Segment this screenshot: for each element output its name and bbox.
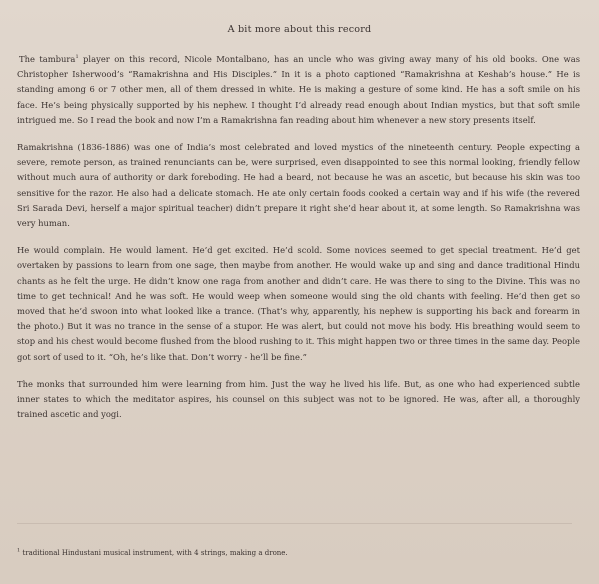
footnote-divider [17,523,572,524]
paragraph-2: Ramakrishna (1836-1886) was one of India’s most celebrated and loved mystics of the nineteenth century. People expecting a severe, remote person, as trained renunciants can be, were surprised, even disappointed to see this normal looking, friendly fellow without much aura of authority or dark foreboding. He had a beard, not because he was an ascetic, but because his skin was too sensitive for the razor. He also had a delicate stomach. He ate only certain foods cooked a certain way and if his wife (the revered Sri Sarada Devi, herself a major spiritual teacher) didn’t prepare it right she’d hear about it, at some length. So Ramakrishna was very human. [17,142,580,229]
footnote-text: traditional Hindustani musical instrument, with 4 strings, making a drone. [20,549,288,557]
paragraph-1-rest: player on this record, Nicole Montalbano, has an uncle who was giving away many of his old books. One was Christopher Isherwood’s “Ramakrishna and His Disciples.” In it is a photo captioned “Ramakrishna at Keshab’s house.” He is standing among 6 or 7 other men, all of them dressed in white. He is making a gesture of some kind. He has a soft smile on his face. He’s being physically supported by his nephew. I thought I’d already read enough about Indian mystics, but that soft smile intrigued me. So I read the book and now I’m a Ramakrishna fan reading about him whenever a new story presents itself. [17,54,580,125]
footnote-number: 1 [17,547,21,554]
paragraph-4: The monks that surrounded him were learning from him. Just the way he lived his life. But, as one who had experienced subtle inner states to which the meditator aspires, his counsel on this subject was not to be ignored. He was, after all, a thoroughly trained ascetic and yogi. [17,378,580,420]
paragraph-3: He would complain. He would lament. He’d get excited. He’d scold. Some novices seemed to get special treatment. He’d get overtaken by passions to learn from one sage, then maybe from another. He would wake up and sing and dance traditional Hindu chants as he felt the urge. He didn’t know one raga from another and didn’t care. He was there to sing to the Divine. This was no time to get technical! And he was soft. He would weep when someone would sing the old chants with feeling. He’d then get so moved that he’d swoon into what looked like a trance. (That’s why, apparently, his nephew is supporting his back and forearm in the photo.) But it was no trance in the sense of a stupor. He was alert, but could not move his body. His breathing would seem to stop and his chest would become flushed from the blood rushing to it. This might happen two or three times in the same day. People got sort of used to it. “Oh, he’s like that. Don’t worry - he’ll be fine.” [17,245,580,362]
paragraph-1-start: The tambura [19,54,76,64]
page-title: A bit more about this record [227,24,372,35]
footnote [17,548,288,558]
notes-body [17,52,580,434]
paragraph-1 [17,52,580,128]
footnote-marker: 1 [75,54,79,61]
